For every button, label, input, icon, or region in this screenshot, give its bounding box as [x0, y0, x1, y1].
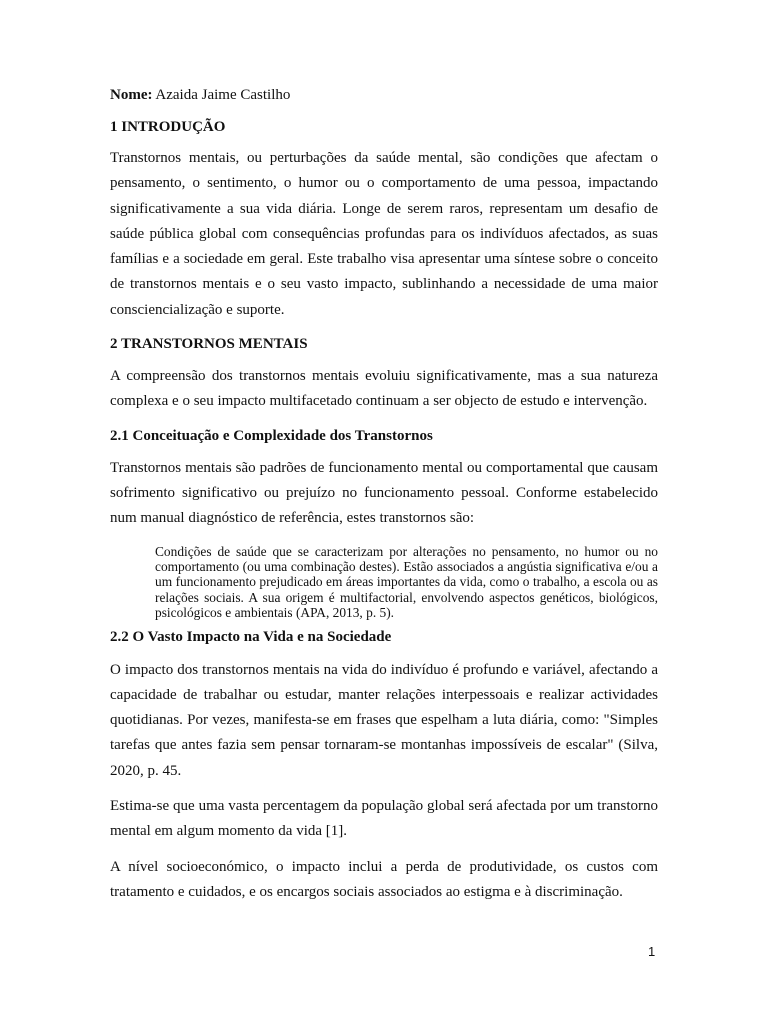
- paragraph-section-2-1: Transtornos mentais são padrões de funcionamento mental ou comportamental que causam sofrimento significativo ou prejuízo no funcionamento pessoal. Conforme estabelecido num manual diagnóstico de referência, estes transtornos são:: [110, 459, 658, 527]
- heading-transtornos-mentais: 2 TRANSTORNOS MENTAIS: [110, 336, 308, 353]
- heading-section-2-2: 2.2 O Vasto Impacto na Vida e na Sociedade: [110, 628, 392, 645]
- heading-section-2-1: 2.1 Conceituação e Complexidade dos Transtornos: [110, 427, 433, 444]
- paragraph-section-2-2-socioeconomic: A nível socioeconómico, o impacto inclui a perda de produtividade, os custos com tratamento e cuidados, e os encargos sociais associados ao estigma e à discriminação.: [110, 858, 658, 900]
- paragraph-section-2-2-impact: O impacto dos transtornos mentais na vida do indivíduo é profundo e variável, afectando a capacidade de trabalhar ou estudar, manter relações interpessoais e realizar actividades quotidianas. Por vezes, manifesta-se em frases que espelham a luta diária, como: "Simples tarefas que antes fazia sem pensar tornaram-se montanhas impossíveis de escalar" (Silva, 2020, p. 45.: [110, 661, 658, 779]
- author-name: Azaida Jaime Castilho: [152, 87, 291, 103]
- block-quote-apa: Condições de saúde que se caracterizam por alterações no pensamento, no humor ou no comportamento (ou uma combinação destes). Estão associados a angústia significativa e/ou a um funcionamento prejudicado em áreas importantes da vida, como o trabalho, a escola ou as relações sociais. A sua origem é multifactorial, envolvendo aspectos genéticos, biológicos, psicológicos e ambientais (APA, 2013, p. 5).: [155, 543, 658, 621]
- name-label: Nome:: [110, 87, 153, 103]
- heading-introduction: 1 INTRODUÇÃO: [110, 119, 226, 135]
- author-line: [110, 84, 658, 106]
- document-page: [110, 84, 658, 905]
- paragraph-section-2-2-estimate: Estima-se que uma vasta percentagem da população global será afectada por um transtorno mental em algum momento da vida [1].: [110, 798, 658, 840]
- paragraph-introduction: Transtornos mentais, ou perturbações da saúde mental, são condições que afectam o pensamento, o sentimento, o humor ou o comportamento de uma pessoa, impactando significativamente a sua vida diária. Longe de serem raros, representam um desafio de saúde pública global com consequências profundas para os indivíduos afectados, as suas famílias e a sociedade em geral. Este trabalho visa apresentar uma síntese sobre o conceito de transtornos mentais e o seu vasto impacto, sublinhando a necessidade de uma maior consciencialização e suporte.: [110, 150, 658, 318]
- page-number: 1: [648, 944, 656, 959]
- paragraph-transtornos-mentais: A compreensão dos transtornos mentais evoluiu significativamente, mas a sua natureza complexa e o seu impacto multifacetado continuam a ser objecto de estudo e intervenção.: [110, 368, 658, 410]
